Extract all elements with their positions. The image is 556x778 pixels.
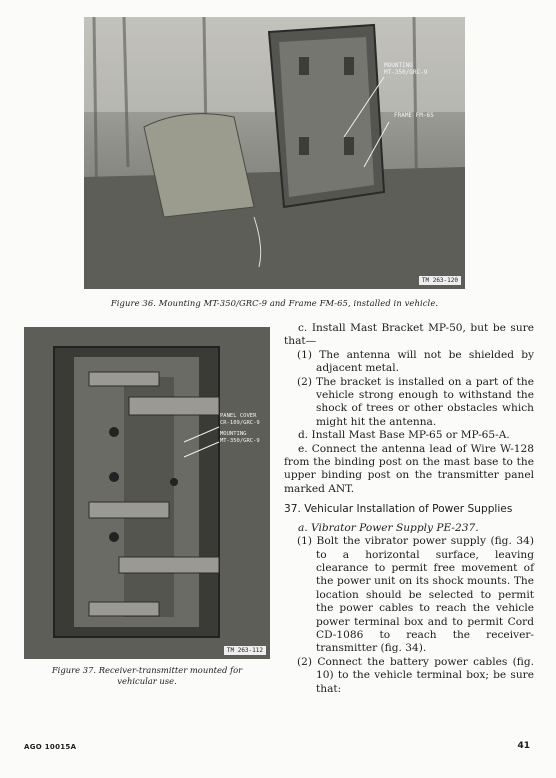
paragraph-c1: (1) The antenna will not be shielded by adjacent metal. [297, 348, 534, 375]
figure-37-caption [24, 665, 270, 687]
label-frame: FRAME FM-65 [394, 112, 434, 119]
caption-line-2: vehicular use. [117, 676, 177, 686]
label-mounting: MOUNTING MT-350/GRC-9 [220, 431, 260, 444]
figure-36-photo [84, 17, 465, 289]
figure-37-image [24, 327, 270, 659]
caption-line-1: Figure 37. Receiver-transmitter mounted for [51, 665, 243, 675]
paragraph-a2: (2) Connect the battery power cables (fig. 10) to the vehicle terminal box; be sure that: [297, 655, 534, 695]
label-tm-number: TM 263-112 [224, 646, 266, 655]
paragraph-d: d. Install Mast Base MP-65 or MP-65-A. [298, 429, 510, 442]
label-panel-cover: PANEL COVER CR-109/GRC-9 [220, 413, 260, 426]
body-text-column [284, 322, 534, 696]
footer-ago-number: AGO 10015A [24, 743, 77, 751]
paragraph-a1: (1) Bolt the vibrator power supply (fig. 34) to a horizontal surface, leaving clearance to permit free movement of the power unit on its shock mounts. The location should be selected to permit the power cables to reach the vehicle power terminal box and to permit Cord CD-1086 to reach the receiver-transmitter (fig. 34). [297, 535, 534, 655]
page-number: 41 [517, 741, 530, 751]
section-heading: 37. Vehicular Installation of Power Supplies [284, 503, 513, 516]
paragraph-c2: (2) The bracket is installed on a part of the vehicle strong enough to withstand the shock of trees or other obstacles which might hit the antenna. [297, 375, 534, 428]
figure-36-image [84, 17, 465, 289]
label-mounting: MOUNTING MT-350/GRC-9 [384, 62, 428, 76]
paragraph-c: c. Install Mast Bracket MP-50, but be sure that— [284, 322, 534, 348]
label-tm-number: TM 263-120 [419, 276, 461, 285]
figure-36-caption: Figure 36. Mounting MT-350/GRC-9 and Frame FM-65, installed in vehicle. [110, 298, 439, 308]
paragraph-a: a. Vibrator Power Supply PE-237. [298, 521, 479, 534]
paragraph-e: e. Connect the antenna lead of Wire W-128 from the binding post on the mast base to the upper binding post on the transmitter panel marked ANT. [284, 442, 534, 495]
figure-37-photo [24, 327, 270, 659]
